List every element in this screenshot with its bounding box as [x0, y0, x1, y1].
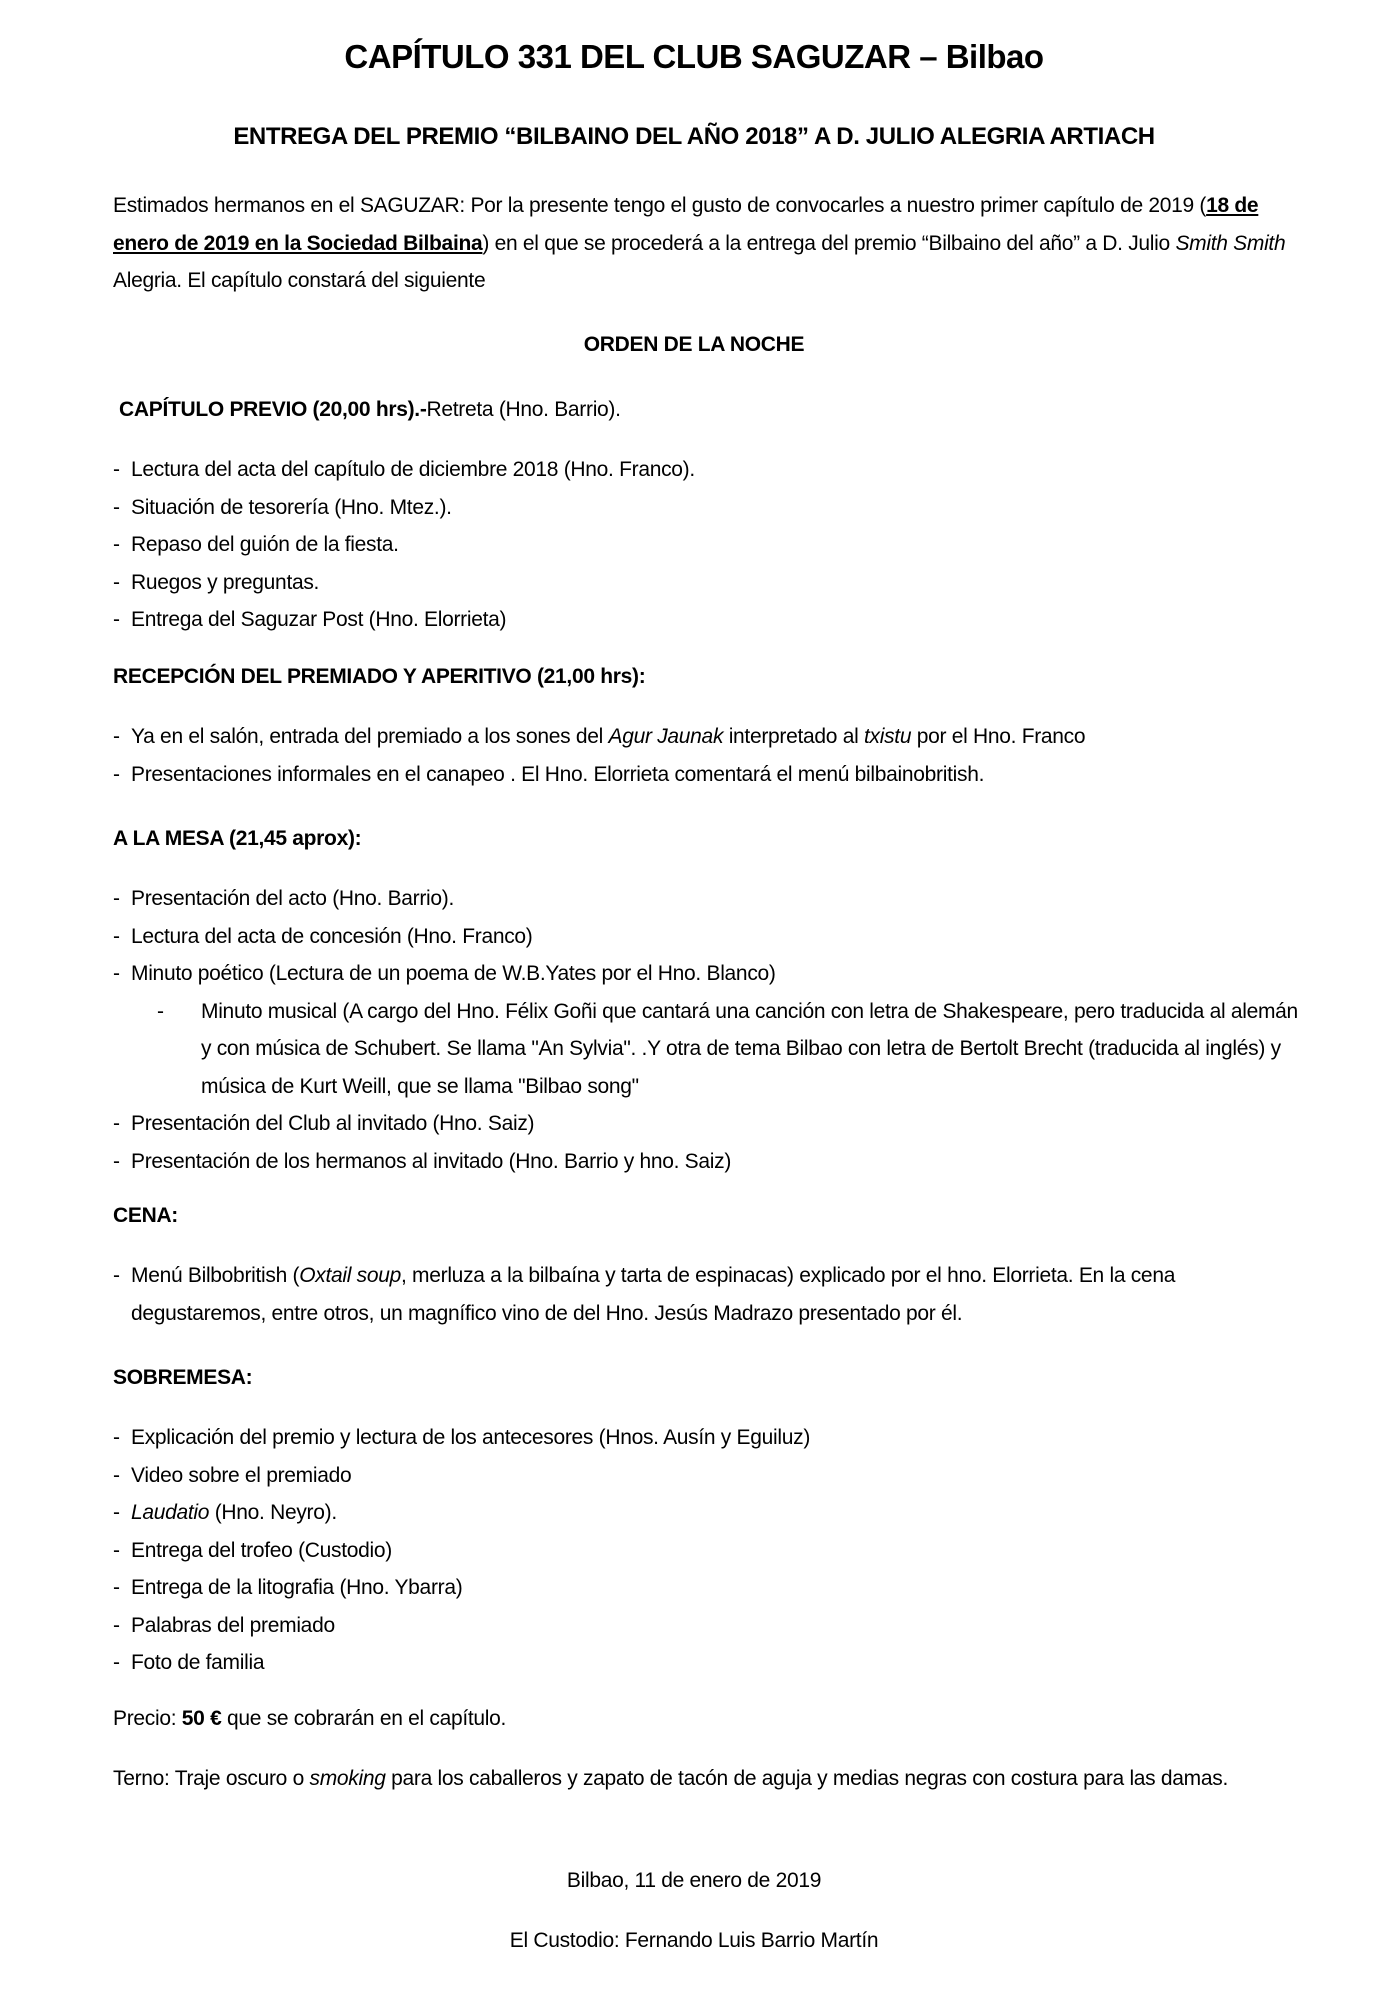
list-item — [113, 1257, 1313, 1332]
list-item-text: Entrega del trofeo (Custodio) — [131, 1538, 392, 1562]
list-item — [113, 1419, 1313, 1457]
document-subtitle: ENTREGA DEL PREMIO “BILBAINO DEL AÑO 2018” A D. JULIO ALEGRIA ARTIACH — [233, 123, 1155, 150]
list-item — [113, 880, 1313, 918]
italic-dish: Oxtail soup — [299, 1264, 401, 1287]
price-amount: 50 € — [181, 1707, 222, 1730]
list-item — [113, 1457, 1313, 1495]
event-date-location: 18 de enero de 2019 en la Sociedad Bilbaina — [113, 194, 1259, 255]
dash-bullet: - — [113, 1264, 120, 1287]
list-item — [113, 1644, 1313, 1682]
sub-list-item — [113, 993, 1311, 1106]
dash-bullet: - — [113, 962, 120, 985]
dash-bullet: - — [113, 1613, 120, 1637]
list-item — [113, 756, 1313, 794]
recepcion-heading: RECEPCIÓN DEL PREMIADO Y APERITIVO (21,00 hrs): — [113, 665, 646, 688]
cena-list — [113, 1257, 1313, 1332]
list-item-text: Lectura del acta de concesión (Hno. Franco) — [131, 924, 533, 948]
intro-text-3: Alegria. El capítulo constará del siguiente — [113, 269, 486, 292]
document-title: CAPÍTULO 331 DEL CLUB SAGUZAR – Bilbao — [344, 38, 1044, 75]
list-item — [113, 1105, 1313, 1143]
list-item-text: , merluza a la bilbaína y tarta de espinacas) explicado por el hno. Elorrieta. En la cena degustaremos, entre otros, un magnífico vino de del Hno. Jesús Madrazo presentado por él. — [131, 1264, 1176, 1325]
list-item-text: Ya en el salón, entrada del premiado a los sones del — [131, 725, 609, 748]
list-item-text: Lectura del acta del capítulo de diciembre 2018 (Hno. Franco). — [131, 458, 695, 481]
section-heading-rest: Retreta (Hno. Barrio). — [426, 398, 621, 421]
list-item-text: interpretado al — [723, 725, 864, 748]
dash-bullet: - — [113, 1651, 120, 1674]
list-item-text: Presentación de los hermanos al invitado (Hno. Barrio y hno. Saiz) — [131, 1149, 732, 1173]
list-item-text: Menú Bilbobritish ( — [131, 1264, 300, 1287]
list-item-text: Foto de familia — [131, 1651, 265, 1674]
list-item — [113, 564, 1313, 602]
dash-bullet: - — [113, 1463, 120, 1487]
dash-bullet: - — [113, 1149, 120, 1173]
list-item — [113, 601, 1313, 639]
list-item — [113, 918, 1313, 956]
sobremesa-heading: SOBREMESA: — [113, 1366, 253, 1389]
dash-bullet: - — [113, 1538, 120, 1562]
price-rest: que se cobrarán en el capítulo. — [221, 1707, 507, 1730]
dash-bullet: - — [113, 1112, 120, 1135]
list-item — [113, 1532, 1313, 1570]
dash-bullet: - — [113, 887, 120, 910]
intro-text-2: ) en el que se procederá a la entrega del premio “Bilbaino del año” a D. Julio — [482, 231, 1176, 255]
list-item-text: Ruegos y preguntas. — [131, 570, 320, 594]
list-item-text: Presentación del acto (Hno. Barrio). — [131, 887, 455, 910]
list-item — [113, 1607, 1313, 1645]
dash-bullet: - — [157, 999, 164, 1023]
list-item — [113, 718, 1313, 756]
list-item-text: por el Hno. Franco — [911, 725, 1086, 748]
intro-text-1: Estimados hermanos en el SAGUZAR: Por la presente tengo el gusto de convocarles a nuestro primer capítulo de 2019 ( — [113, 194, 1207, 217]
dash-bullet: - — [113, 608, 120, 631]
dash-bullet: - — [113, 570, 120, 594]
italic-instrument: txistu — [863, 725, 912, 748]
section-heading: CAPÍTULO PREVIO (20,00 hrs).- — [119, 398, 427, 421]
list-item — [113, 1494, 1313, 1532]
list-item-text: Explicación del premio y lectura de los antecesores (Hnos. Ausín y Eguiluz) — [131, 1426, 811, 1449]
dash-bullet: - — [113, 1576, 120, 1599]
sobremesa-list — [113, 1419, 1313, 1682]
price-line — [113, 1700, 1313, 1738]
dash-bullet: - — [113, 725, 120, 748]
price-label: Precio: — [113, 1707, 182, 1730]
list-item-text: Minuto musical (A cargo del Hno. Félix Goñi que cantará una canción con letra de Shakespeare, pero traducida al alemán y con música de Schubert. Se llama "An Sylvia". .Y otra de tema Bilbao con letra de Bertolt Brecht (traducida al inglés) y música de Kurt Weill, que se llama "Bilbao song" — [201, 999, 1298, 1098]
intro-paragraph — [113, 187, 1313, 300]
italic-laudatio: Laudatio — [131, 1501, 210, 1524]
recepcion-list — [113, 718, 1313, 793]
dash-bullet: - — [113, 1501, 120, 1524]
dress-code-text: Terno: Traje oscuro o — [113, 1767, 310, 1790]
dash-bullet: - — [113, 458, 120, 481]
dress-code-line — [113, 1760, 1313, 1798]
list-item-text: Presentaciones informales en el canapeo . El Hno. Elorrieta comentará el menú bilbainobritish. — [131, 762, 985, 786]
cena-heading: CENA: — [113, 1204, 178, 1227]
list-item — [113, 489, 1313, 527]
list-item-text: (Hno. Neyro). — [209, 1501, 337, 1524]
list-item — [113, 451, 1313, 489]
dash-bullet: - — [113, 495, 120, 519]
list-item — [113, 955, 1313, 993]
list-item — [113, 1569, 1313, 1607]
mesa-heading: A LA MESA (21,45 aprox): — [113, 827, 362, 850]
italic-smoking: smoking — [309, 1767, 386, 1790]
list-item — [113, 526, 1313, 564]
dash-bullet: - — [113, 1426, 120, 1449]
order-title: ORDEN DE LA NOCHE — [583, 333, 805, 356]
list-item-text: Situación de tesorería (Hno. Mtez.). — [131, 495, 452, 519]
capitulo-previo-heading — [119, 391, 1319, 429]
signature: El Custodio: Fernando Luis Barrio Martín — [509, 1929, 879, 1952]
italic-song-title: Agur Jaunak — [608, 725, 724, 748]
dash-bullet: - — [113, 533, 120, 556]
mesa-list — [113, 880, 1313, 1180]
list-item-text: Palabras del premiado — [131, 1613, 335, 1637]
capitulo-previo-list — [113, 451, 1313, 639]
list-item-text: Repaso del guión de la fiesta. — [131, 533, 399, 556]
list-item-text: Minuto poético (Lectura de un poema de W.B.Yates por el Hno. Blanco) — [131, 962, 776, 985]
place-date: Bilbao, 11 de enero de 2019 — [566, 1869, 822, 1892]
list-item-text: Entrega del Saguzar Post (Hno. Elorrieta) — [131, 608, 507, 631]
intro-italic-name: Smith Smith — [1175, 231, 1286, 255]
dash-bullet: - — [113, 762, 120, 786]
list-item — [113, 1143, 1313, 1181]
dash-bullet: - — [113, 924, 120, 948]
dress-code-text: para los caballeros y zapato de tacón de aguja y medias negras con costura para las damas. — [385, 1767, 1228, 1790]
list-item-text: Entrega de la litografia (Hno. Ybarra) — [131, 1576, 463, 1599]
list-item-text: Presentación del Club al invitado (Hno. Saiz) — [131, 1112, 535, 1135]
list-item-text: Video sobre el premiado — [131, 1463, 352, 1487]
